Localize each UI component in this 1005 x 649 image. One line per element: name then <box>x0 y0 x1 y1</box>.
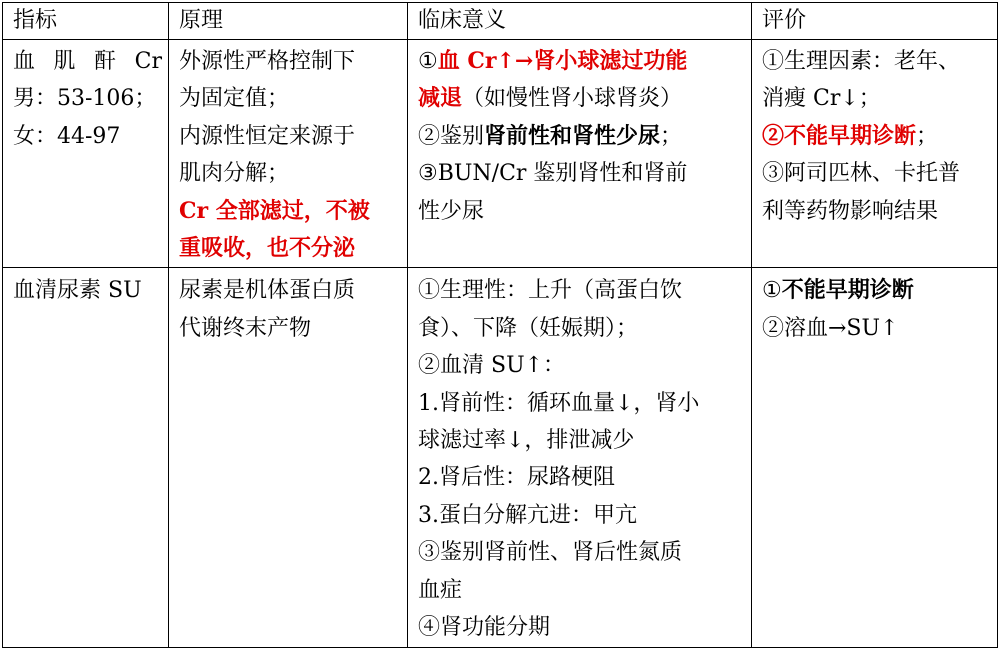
creatinine-significance-cell <box>408 40 752 268</box>
creatinine-indicator-cell <box>3 40 169 268</box>
creatinine-sig-bold: 肾前性和肾性少尿 <box>484 122 661 149</box>
header-principle: 原理 <box>169 3 408 40</box>
creatinine-principle-line: 外源性严格控制下 <box>179 49 356 74</box>
renal-function-table <box>2 2 998 648</box>
creatinine-principle-highlight: 重吸收，也不分泌 <box>179 235 356 262</box>
urea-sig-line: 食）、下降（妊娠期）； <box>418 315 639 341</box>
urea-significance-cell <box>408 268 752 647</box>
item-number: ① <box>762 278 782 304</box>
header-indicator: 指标 <box>3 3 169 40</box>
urea-principle-line: 代谢终末产物 <box>179 315 312 341</box>
creatinine-principle-line: 为固定值； <box>179 86 290 112</box>
urea-principle-cell <box>169 268 408 647</box>
header-evaluation: 评价 <box>752 3 998 40</box>
creatinine-name: 血 肌 酐 Cr <box>13 49 162 74</box>
creatinine-sig-item-3-cont: 性少尿 <box>418 198 485 224</box>
urea-sig-line: ①生理性：上升（高蛋白饮 <box>418 278 683 304</box>
urea-sig-line: ③鉴别肾前性、肾后性氮质 <box>418 540 683 566</box>
urea-sig-line: ②血清 SU↑： <box>418 353 566 379</box>
item-number: ① <box>418 49 438 74</box>
table-row-creatinine <box>3 40 998 268</box>
creatinine-eval-item-1-cont: 消瘦 Cr↓； <box>762 86 881 112</box>
creatinine-sig-text: ； <box>660 123 683 149</box>
urea-sig-line: 血症 <box>418 577 463 603</box>
urea-eval-bold: 不能早期诊断 <box>781 277 914 304</box>
creatinine-eval-item-1: ①生理因素：老年、 <box>762 49 961 74</box>
table-header-row <box>3 3 998 40</box>
urea-name: 血清尿素 SU <box>13 278 142 304</box>
creatinine-female-range: 女：44-97 <box>13 123 121 149</box>
urea-indicator-cell <box>3 268 169 647</box>
creatinine-sig-highlight: 血 Cr↑→肾小球滤过功能 <box>437 48 688 74</box>
creatinine-principle-cell <box>169 40 408 268</box>
creatinine-principle-line: 肌肉分解； <box>179 161 290 187</box>
urea-eval-item-2: ②溶血→SU↑ <box>762 315 899 341</box>
creatinine-eval-item-3-cont: 利等药物影响结果 <box>762 198 939 224</box>
table-row-urea <box>3 268 998 647</box>
urea-sig-line: 2.肾后性：尿路梗阻 <box>418 465 615 491</box>
creatinine-sig-note: （如慢性肾小球肾炎） <box>462 86 683 112</box>
creatinine-sig-text: ②鉴别 <box>418 123 485 149</box>
urea-evaluation-cell <box>752 268 998 647</box>
creatinine-eval-item-3: ③阿司匹林、卡托普 <box>762 161 961 187</box>
creatinine-eval-text: ； <box>916 123 939 149</box>
urea-sig-line: 1.肾前性：循环血量↓，肾小 <box>418 390 700 416</box>
creatinine-sig-item-3: ③BUN/Cr 鉴别肾性和肾前 <box>418 161 688 187</box>
creatinine-sig-highlight: 减退 <box>418 85 463 112</box>
urea-sig-line: 3.蛋白分解亢进：甲亢 <box>418 502 637 528</box>
urea-sig-line: 球滤过率↓，排泄减少 <box>418 428 635 454</box>
creatinine-principle-highlight: Cr 全部滤过，不被 <box>179 197 370 224</box>
urea-sig-line: ④肾功能分期 <box>418 615 551 641</box>
creatinine-evaluation-cell <box>752 40 998 268</box>
urea-principle-line: 尿素是机体蛋白质 <box>179 278 356 304</box>
urea-eval-item-1 <box>762 272 991 309</box>
creatinine-sig-item-2 <box>418 118 747 155</box>
creatinine-eval-item-2 <box>762 118 991 155</box>
creatinine-eval-highlight: ②不能早期诊断 <box>762 122 917 149</box>
creatinine-principle-line: 内源性恒定来源于 <box>179 123 356 149</box>
creatinine-male-range: 男：53-106； <box>13 86 157 112</box>
header-significance: 临床意义 <box>408 3 752 40</box>
creatinine-sig-item-1-cont <box>418 80 747 117</box>
creatinine-sig-item-1 <box>418 43 747 80</box>
